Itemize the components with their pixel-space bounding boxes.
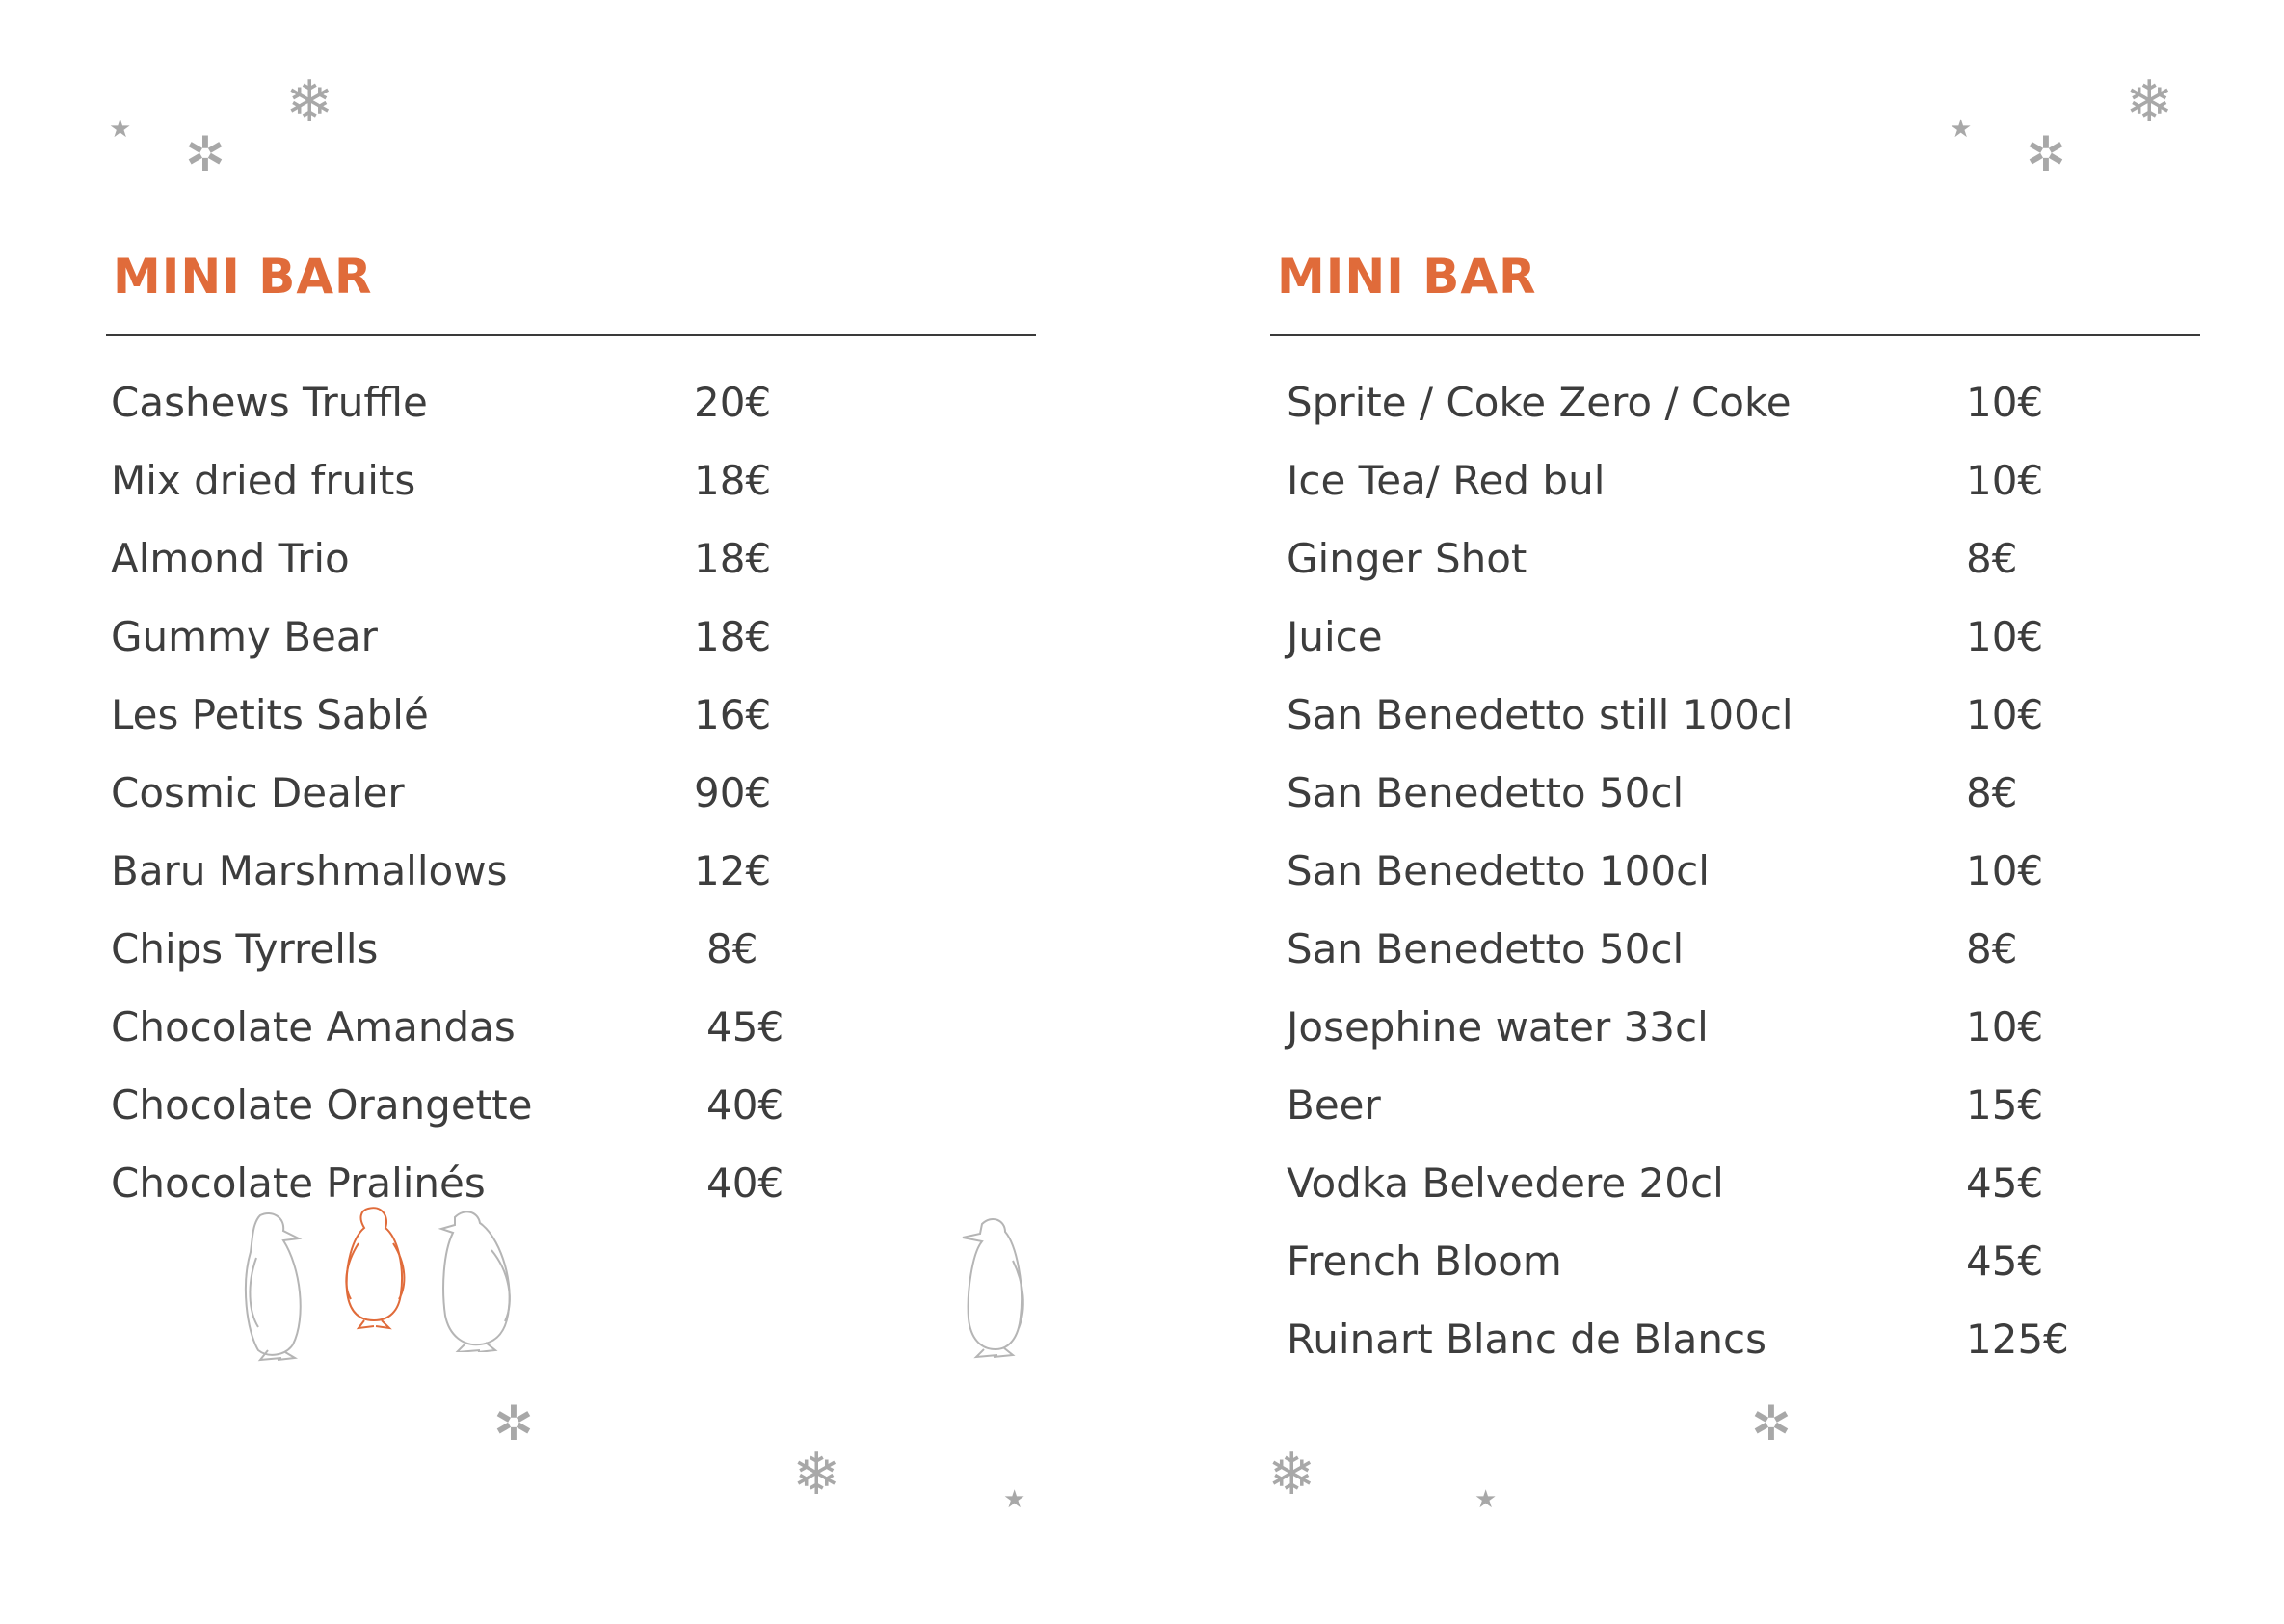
page-title: MINI BAR <box>113 249 373 305</box>
item-price: 10€ <box>1966 457 2044 504</box>
item-name: Cashews Truffle <box>111 379 428 426</box>
item-price: 10€ <box>1966 1003 2044 1051</box>
snowflake-icon: ❄ <box>1267 1441 1316 1508</box>
item-price: 20€ <box>694 379 772 426</box>
item-price: 45€ <box>1966 1159 2044 1207</box>
right-page <box>1142 0 2284 1624</box>
snowflake-icon: ❄ <box>2125 68 2174 136</box>
star-icon: ★ <box>1003 1485 1026 1514</box>
item-price: 16€ <box>694 691 772 738</box>
item-name: Chocolate Orangette <box>111 1081 533 1129</box>
flower-asterisk-icon: ✲ <box>2026 126 2066 182</box>
item-name: Baru Marshmallows <box>111 847 508 894</box>
item-name: Chocolate Amandas <box>111 1003 516 1051</box>
item-name: San Benedetto 100cl <box>1287 847 1710 894</box>
item-price: 8€ <box>1966 769 2018 816</box>
item-name: Mix dried fruits <box>111 457 416 504</box>
item-name: San Benedetto 50cl <box>1287 769 1685 816</box>
penguin-icon <box>239 1210 311 1364</box>
item-name: Ginger Shot <box>1287 535 1527 582</box>
item-price: 12€ <box>694 847 772 894</box>
item-name: Les Petits Sablé <box>111 691 429 738</box>
item-name: Ice Tea/ Red bul <box>1287 457 1606 504</box>
item-name: Josephine water 33cl <box>1287 1003 1709 1051</box>
item-price: 15€ <box>1966 1081 2044 1129</box>
item-price: 45€ <box>706 1003 784 1051</box>
item-name: Chocolate Pralinés <box>111 1159 486 1207</box>
item-name: Cosmic Dealer <box>111 769 405 816</box>
flower-asterisk-icon: ✲ <box>1751 1396 1792 1451</box>
penguin-icon <box>959 1214 1031 1359</box>
item-name: Juice <box>1287 613 1383 660</box>
title-divider <box>106 334 1036 336</box>
item-price: 10€ <box>1966 847 2044 894</box>
snowflake-icon: ❄ <box>285 68 334 136</box>
item-price: 40€ <box>706 1081 784 1129</box>
item-name: Gummy Bear <box>111 613 378 660</box>
item-price: 10€ <box>1966 613 2044 660</box>
item-name: Almond Trio <box>111 535 350 582</box>
item-price: 8€ <box>1966 535 2018 582</box>
penguin-icon <box>339 1205 412 1330</box>
snowflake-icon: ❄ <box>792 1441 841 1508</box>
penguin-icon <box>436 1208 518 1352</box>
item-price: 125€ <box>1966 1316 2069 1363</box>
item-name: Ruinart Blanc de Blancs <box>1287 1316 1766 1363</box>
item-price: 8€ <box>1966 925 2018 972</box>
item-price: 40€ <box>706 1159 784 1207</box>
page-title: MINI BAR <box>1277 249 1537 305</box>
star-icon: ★ <box>1950 115 1973 144</box>
item-price: 10€ <box>1966 691 2044 738</box>
title-divider <box>1270 334 2200 336</box>
item-price: 8€ <box>706 925 758 972</box>
item-price: 18€ <box>694 613 772 660</box>
star-icon: ★ <box>109 115 132 144</box>
item-price: 10€ <box>1966 379 2044 426</box>
item-name: Chips Tyrrells <box>111 925 379 972</box>
flower-asterisk-icon: ✲ <box>493 1396 534 1451</box>
item-price: 18€ <box>694 457 772 504</box>
item-name: Beer <box>1287 1081 1381 1129</box>
item-name: Vodka Belvedere 20cl <box>1287 1159 1724 1207</box>
item-name: San Benedetto still 100cl <box>1287 691 1793 738</box>
item-price: 18€ <box>694 535 772 582</box>
item-price: 45€ <box>1966 1238 2044 1285</box>
item-name: San Benedetto 50cl <box>1287 925 1685 972</box>
flower-asterisk-icon: ✲ <box>185 126 226 182</box>
item-name: French Bloom <box>1287 1238 1562 1285</box>
item-name: Sprite / Coke Zero / Coke <box>1287 379 1792 426</box>
item-price: 90€ <box>694 769 772 816</box>
star-icon: ★ <box>1474 1485 1498 1514</box>
